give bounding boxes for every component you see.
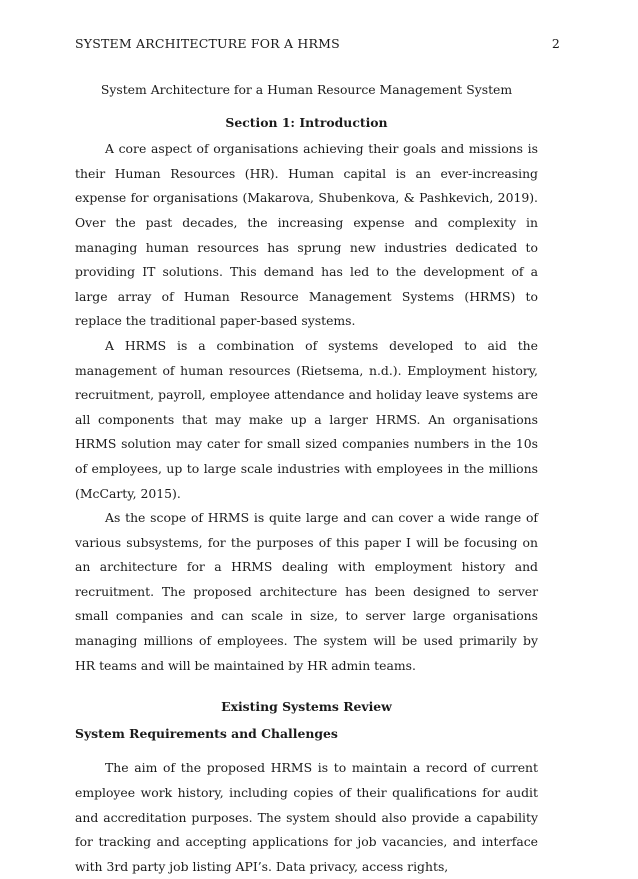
subheading-requirements: System Requirements and Challenges	[75, 725, 338, 741]
intro-paragraph-1: A core aspect of organisations achieving their goals and missions is their Human Resources (HR). Human capital is an ever-increasing expense for organisations (Makarova, Shubenkova, & Pashkevich, 2019). Over the past decades, the increasing expense and complexity in managing human resources has sprung new industries dedicated to providing IT solutions. This demand has led to the development of a large array of Human Resource Management Systems (HRMS) to replace the traditional paper-based systems.	[75, 141, 538, 329]
intro-paragraph-2: A HRMS is a combination of systems developed to aid the management of human resources (Rietsema, n.d.). Employment history, recruitment, payroll, employee attendance and holiday leave systems are all components that may make up a larger HRMS. An organisations HRMS solution may cater for small sized companies numbers in the 10s of employees, up to large scale industries with employees in the millions (McCarty, 2015).	[75, 337, 538, 501]
page-number: 2	[551, 36, 560, 51]
intro-paragraph-3: As the scope of HRMS is quite large and can cover a wide range of various subsystems, for the purposes of this paper I will be focusing on an architecture for a HRMS dealing with employment history and recruitment. The proposed architecture has been designed to server small companies and can scale in size, to server large organisations managing millions of employees. The system will be used primarily by HR teams and will be maintained by HR admin teams.	[75, 510, 538, 673]
section-heading-existing-systems: Existing Systems Review	[221, 699, 392, 715]
document-body	[75, 78, 538, 879]
document-title: System Architecture for a Human Resource Management System	[100, 82, 513, 97]
running-head-title: SYSTEM ARCHITECTURE FOR A HRMS	[75, 36, 340, 51]
section-heading-introduction: Section 1: Introduction	[225, 114, 388, 130]
requirements-paragraph-1: The aim of the proposed HRMS is to maintain a record of current employee work history, including copies of their qualifications for audit and accreditation purposes. The system should also provide a capability for tracking and accepting applications for job vacancies, and interface with 3rd party job listing API’s. Data privacy, access rights,	[75, 760, 538, 874]
